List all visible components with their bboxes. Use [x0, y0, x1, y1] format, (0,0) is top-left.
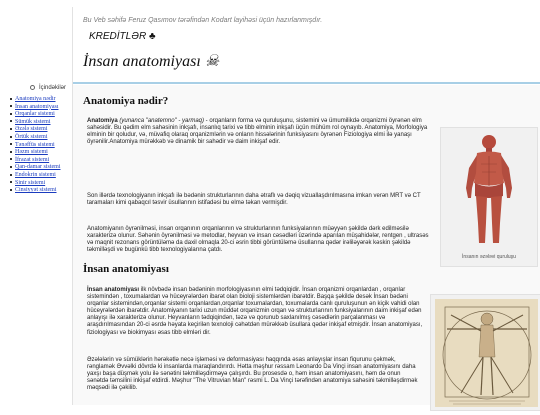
toc-link-orqanlar-sistemi[interactable]: Orqanlar sistemi — [15, 111, 55, 118]
term-anatomiya: Anatomiya — [87, 118, 118, 124]
paragraph-human-anatomy — [87, 287, 423, 337]
vitruvian-figure — [430, 294, 540, 411]
toc-link-qan-damar-sistemi[interactable]: Qan-damar sistemi — [15, 164, 61, 171]
paragraph-text: ilk növbədə insan bədəninin morfologiyasının elmi tədqiqidir. İnsan orqanizmi orqanlardan , orqanlar sistemindən , toxumalardan və hüceyrələrdən ibarət olan bioloji sistemlərdən ibarətdir. Başqa şəkildə desək İnsan bədəni orqanlar sistemindən,orqanlar sistemi orqanlardan,orqanlar toxumalardan, toxumalarda canlı quruluşunun ən kiçik vahidi olan hüceyrələrdən ibarətdir. Anatomiyanın tarixi uzun müddət orqanizmin orqan və strukturlarının funksiyalarının daim inkişaf edən anlayışı ilə xarakterizə olunur. Heyvanların tədqiqindən, təzə və qorunub saxlanılmış cəsədlərin parçalanması və araşdırılmasından 20-ci əsrdə həyata keçirilən texnoloji cəhətdən mürəkkəb üsullara qədər inkişaf etmişdir. İnsan anatomiyası, fiziologiyası və biokimyası əsas tibb elmləri dir. — [87, 287, 423, 336]
toc-item — [10, 164, 61, 172]
toc-link-cinsiyyet-sistemi[interactable]: Cinsiyyət sistemi — [15, 187, 57, 194]
paragraph-anatomiya-intro — [87, 118, 432, 146]
toc-item — [10, 187, 61, 195]
paragraph-text: - orqanların forma və quruluşunu, sistemini və ümumilikdə orqanizmi öyrənən elm sahəsidir. Bu qədim elm sahəsinin inkşafı, insanlıq tarixi və tibb elminin inkşafı üçün mühüm rol oynayıb. Anatomiya, Morfologiya elminin bir qoludur, və, müvafiq olaraq orqanizmlərin və onların hissələrinin funksiyasını öyrənən Fiziologiya elmi ilə yanaşı öyrənilir.Anatomiya mürəkkəb və dinamik bir sahədir və daim inkişaf edir. — [87, 118, 428, 146]
toc-title-text: İçindəkilər — [39, 85, 67, 92]
term-insan-anatomiyasi: İnsan anatomiyası — [87, 287, 140, 293]
muscle-body-image — [441, 128, 537, 248]
toc-link-teneffus-sistemi[interactable]: Tənəffüs sistemi — [15, 141, 55, 148]
toc-item — [10, 126, 61, 134]
toc-link-ortuk-sistemi[interactable]: Örtük sistemi — [15, 133, 48, 140]
section-heading-insan-anatomiyasi: İnsan anatomiyası — [83, 263, 169, 275]
toc-link-endokrin-sistemi[interactable]: Endokrin sistemi — [15, 171, 56, 178]
credits-label: KREDİTLƏR — [89, 31, 147, 42]
author-note: Bu Veb səhifə Feruz Qasımov tərəfindən Kodart layihəsi üçün hazırlanmışdır. — [83, 17, 323, 24]
toc-item — [10, 111, 61, 119]
sidebar — [0, 85, 72, 405]
toc-item — [10, 180, 61, 188]
toc-link-insan-anatomiyasi[interactable]: İnsan anatomiyası — [15, 103, 59, 110]
toc-link-hezm-sistemi[interactable]: Həzm sistemi — [15, 149, 48, 156]
paragraph-study-methods: Anatomiyanın öyrənilməsi, insan orqanının orqanlarının və strukturlarının funksiyalarının müəyyən şəkildə dərk edilməsilə xarakterizə olunur. Səhənin öyrənilməsi və metodlar, heyvan və insan cəsədləri üzərində aparılan müşahidələr, rentgen , ultrasəs və maqnit rezonans görüntüləmə da daxil olmaqla 20-ci əsrin tibbi görüntüləmə üsullarına qədər irəliləyərək kəskin şəkildə təkmilləşdi ve bugünkü tibb texnologiyalarına çatdı. — [87, 226, 429, 254]
toc-item — [10, 96, 61, 104]
toc-title — [30, 85, 66, 91]
main-content — [72, 85, 540, 405]
muscle-figure — [440, 127, 538, 267]
toc-item — [10, 157, 61, 165]
toc-list — [10, 96, 61, 195]
page-title — [83, 51, 219, 71]
toc-item — [10, 119, 61, 127]
section-heading-anatomiya-nedir: Anatomiya nədir? — [83, 95, 169, 107]
toc-link-sinir-sistemi[interactable]: Sinir sistemi — [15, 179, 46, 186]
toc-item — [10, 172, 61, 180]
toc-item — [10, 142, 61, 150]
header — [72, 7, 540, 85]
club-icon: ♣ — [149, 31, 156, 42]
skull-icon: ☠ — [204, 53, 220, 70]
vitruvian-man-image — [431, 295, 540, 410]
header-divider — [73, 82, 540, 84]
paragraph-technology: Son illərdə texnologiyanın inkşafı ilə bədənin strukturlarının daha ətraflı və dəqiq vizuallaşdırılmasına imkan verən MRT və CT taramaları kimi qabaqcıl təsvir üsullarının istifadəsi bu elmə təkan vermişdir. — [87, 193, 421, 207]
etymology-text: (yunanca "anatemno" - yarmaq) — [119, 118, 204, 124]
toc-link-anatomiya-nedir[interactable]: Anatomiya nədir — [15, 96, 56, 102]
toc-item — [10, 149, 61, 157]
toc-link-ezele-sistemi[interactable]: Əzələ sistemi — [15, 126, 48, 133]
toc-link-ifrazat-sistemi[interactable]: İfrazat sistemi — [15, 156, 50, 163]
credits-link[interactable] — [89, 31, 156, 42]
page-title-text: İnsan anatomiyası — [83, 53, 201, 70]
toc-link-sumuk-sistemi[interactable]: Sümük sistemi — [15, 118, 51, 125]
figure-caption: İnsanın əzələvi quruluşu — [462, 254, 516, 260]
paragraph-da-vinci: Əzələlərin və sümüklərin hərəkətlə necə işləməsi və deformasiyası haqqında əsas anlayışlar insan fiqurunu çəkmək, rənglamək Əvvəlki dövrdə ki insanlarda maraqlandırırdı. Hətta məşhur rəssam Leonardo Da Vinçi insan anatomiyasını daha yaxşı başa düşmək yolu ilə sənətini təkmilləşdirməyə çalışırdı. Bu prosesdə o, həm insan anatomiyasını, həm də onun sənətdə təmsilini inkişaf etdirdi. Məşhur "The Vitruvian Man" rəsmi L. Da Vinçi tərəfindən anatomiya sahəsini təkmilləşdirmək məqsədi ilə çəkilib. — [87, 357, 418, 392]
bullet-icon — [30, 85, 35, 90]
toc-item — [10, 104, 61, 112]
toc-item — [10, 134, 61, 142]
